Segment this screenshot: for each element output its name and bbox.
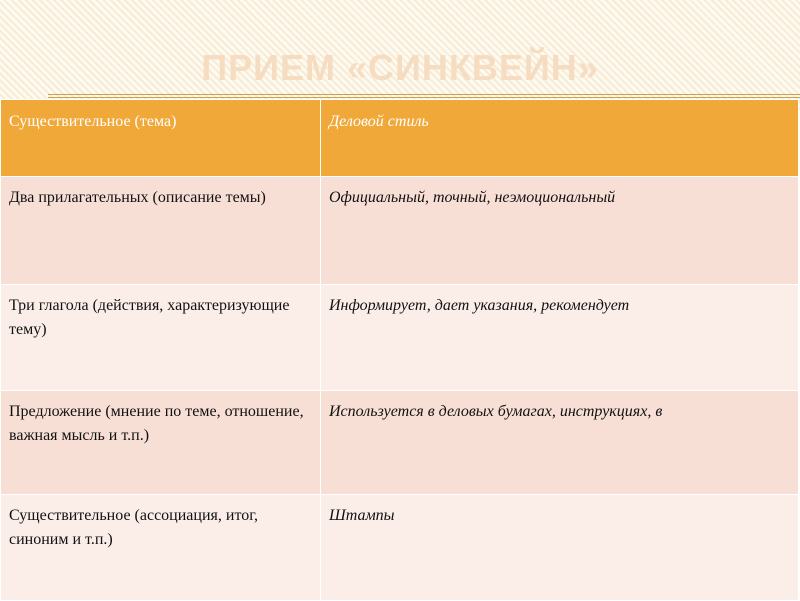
title-divider-secondary [48,97,800,98]
row-label-cell: Существительное (ассоциация, итог, синоним и т.п.) [1,495,321,601]
row-label-cell: Три глагола (действия, характеризующие тему) [1,285,321,391]
table-row [1,495,799,601]
table-row [1,177,799,285]
row-label-cell: Два прилагательных (описание темы) [1,177,321,285]
table-row [1,391,799,495]
row-value-cell: Используется в деловых бумагах, инструкциях, в [321,391,799,495]
table-header-row [1,100,799,177]
header-cell-left: Существительное (тема) [1,100,321,177]
row-value-cell: Официальный, точный, неэмоциональный [321,177,799,285]
row-value-cell: Штампы [321,495,799,601]
table-row [1,285,799,391]
row-value-cell: Информирует, дает указания, рекомендует [321,285,799,391]
row-label-cell: Предложение (мнение по теме, отношение, важная мысль и т.п.) [1,391,321,495]
syncwine-table [0,99,799,601]
slide-title: ПРИЕМ «СИНКВЕЙН» [201,47,599,88]
header-cell-right: Деловой стиль [321,100,799,177]
title-divider [48,94,800,95]
